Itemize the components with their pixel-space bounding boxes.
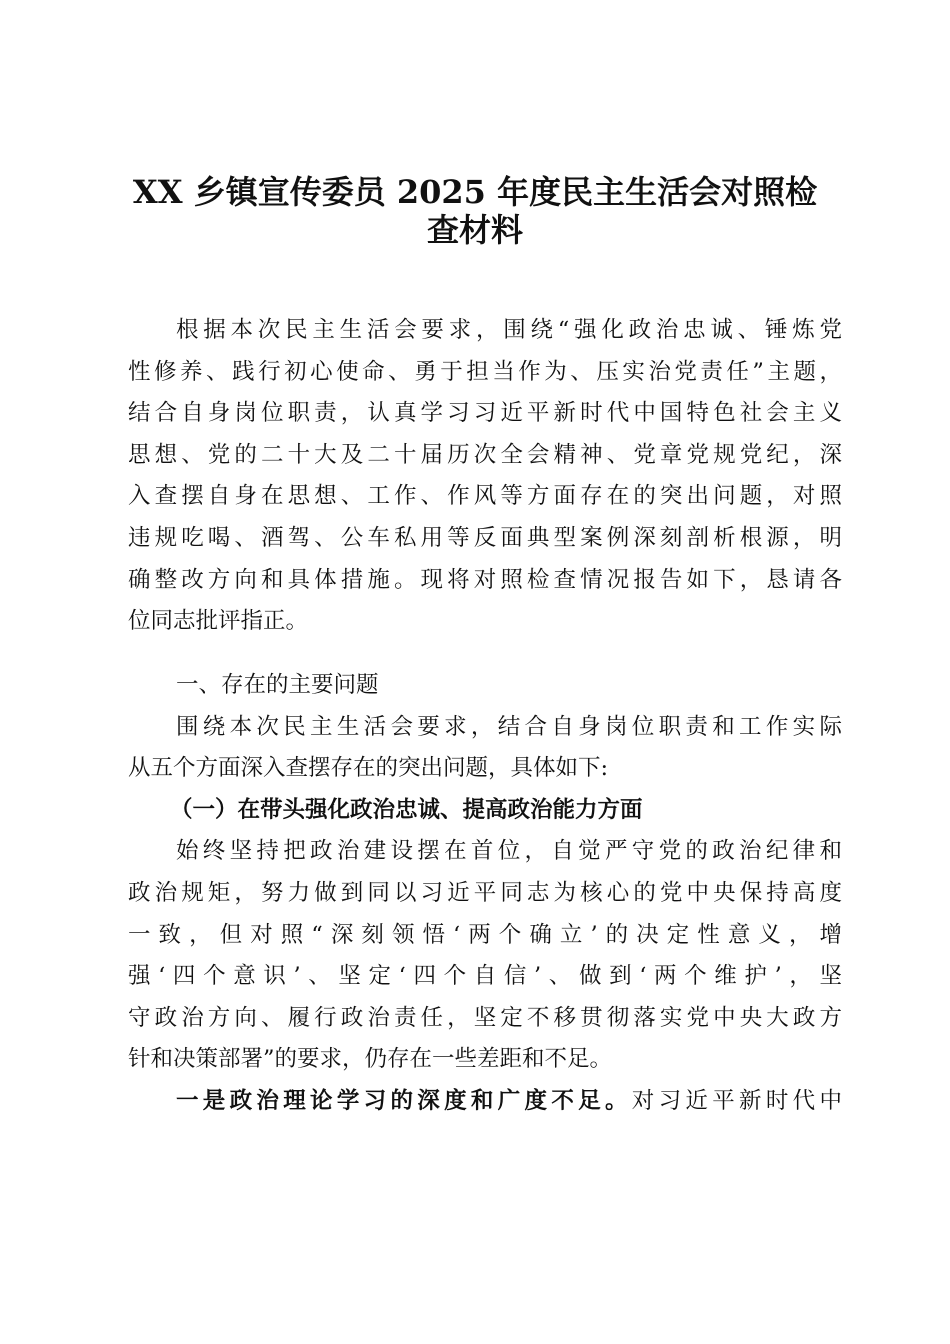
section-intro-line: 围绕本次民主生活会要求，结合自身岗位职责和工作实际 xyxy=(176,713,842,740)
subsection-body-line: 守政治方向、履行政治责任，坚定不移贯彻落实党中央大政方 xyxy=(128,1004,842,1031)
intro-line: 性修养、践行初心使命、勇于担当作为、压实治党责任”主题， xyxy=(128,358,842,385)
subsection-body-line: 政治规矩，努力做到同以习近平同志为核心的党中央保持高度 xyxy=(128,879,842,906)
subsection-body-line: 针和决策部署”的要求，仍存在一些差距和不足。 xyxy=(128,1046,613,1073)
subsection-body-line: 一致，但对照“深刻领悟‘两个确立’的决定性意义，增 xyxy=(128,921,842,948)
intro-line: 思想、党的二十大及二十届历次全会精神、党章党规党纪，深 xyxy=(128,441,842,468)
section-intro-line: 从五个方面深入查摆存在的突出问题，具体如下: xyxy=(128,755,609,782)
intro-line: 确整改方向和具体措施。现将对照检查情况报告如下，恳请各 xyxy=(128,566,842,593)
intro-paragraph xyxy=(128,310,842,643)
point-1-line xyxy=(128,1081,842,1123)
intro-line: 入查摆自身在思想、工作、作风等方面存在的突出问题，对照 xyxy=(128,483,842,510)
document-title-line-1: XX 乡镇宣传委员 2025 年度民主生活会对照检 xyxy=(132,173,818,211)
intro-line: 位同志批评指正。 xyxy=(128,608,309,635)
point-1-lead: 一是政治理论学习的深度和广度不足。 xyxy=(176,1087,632,1114)
section-heading: 一、存在的主要问题 xyxy=(176,672,379,698)
intro-line: 结合自身岗位职责，认真学习习近平新时代中国特色社会主义 xyxy=(128,400,842,427)
subsection-body-line: 强‘四个意识’、坚定‘四个自信’、做到‘两个维护’，坚 xyxy=(128,963,842,990)
intro-line: 违规吃喝、酒驾、公车私用等反面典型案例深刻剖析根源，明 xyxy=(128,524,842,551)
section-1 xyxy=(128,665,842,1123)
subsection-body-line: 始终坚持把政治建设摆在首位，自觉严守党的政治纪律和 xyxy=(176,838,842,865)
document-title-line-2: 查材料 xyxy=(426,211,523,249)
intro-line: 根据本次民主生活会要求，围绕“强化政治忠诚、锤炼党 xyxy=(176,317,842,343)
subsection-heading: （一）在带头强化政治忠诚、提高政治能力方面 xyxy=(170,796,643,823)
point-1-rest: 对习近平新时代中 xyxy=(631,1087,842,1114)
